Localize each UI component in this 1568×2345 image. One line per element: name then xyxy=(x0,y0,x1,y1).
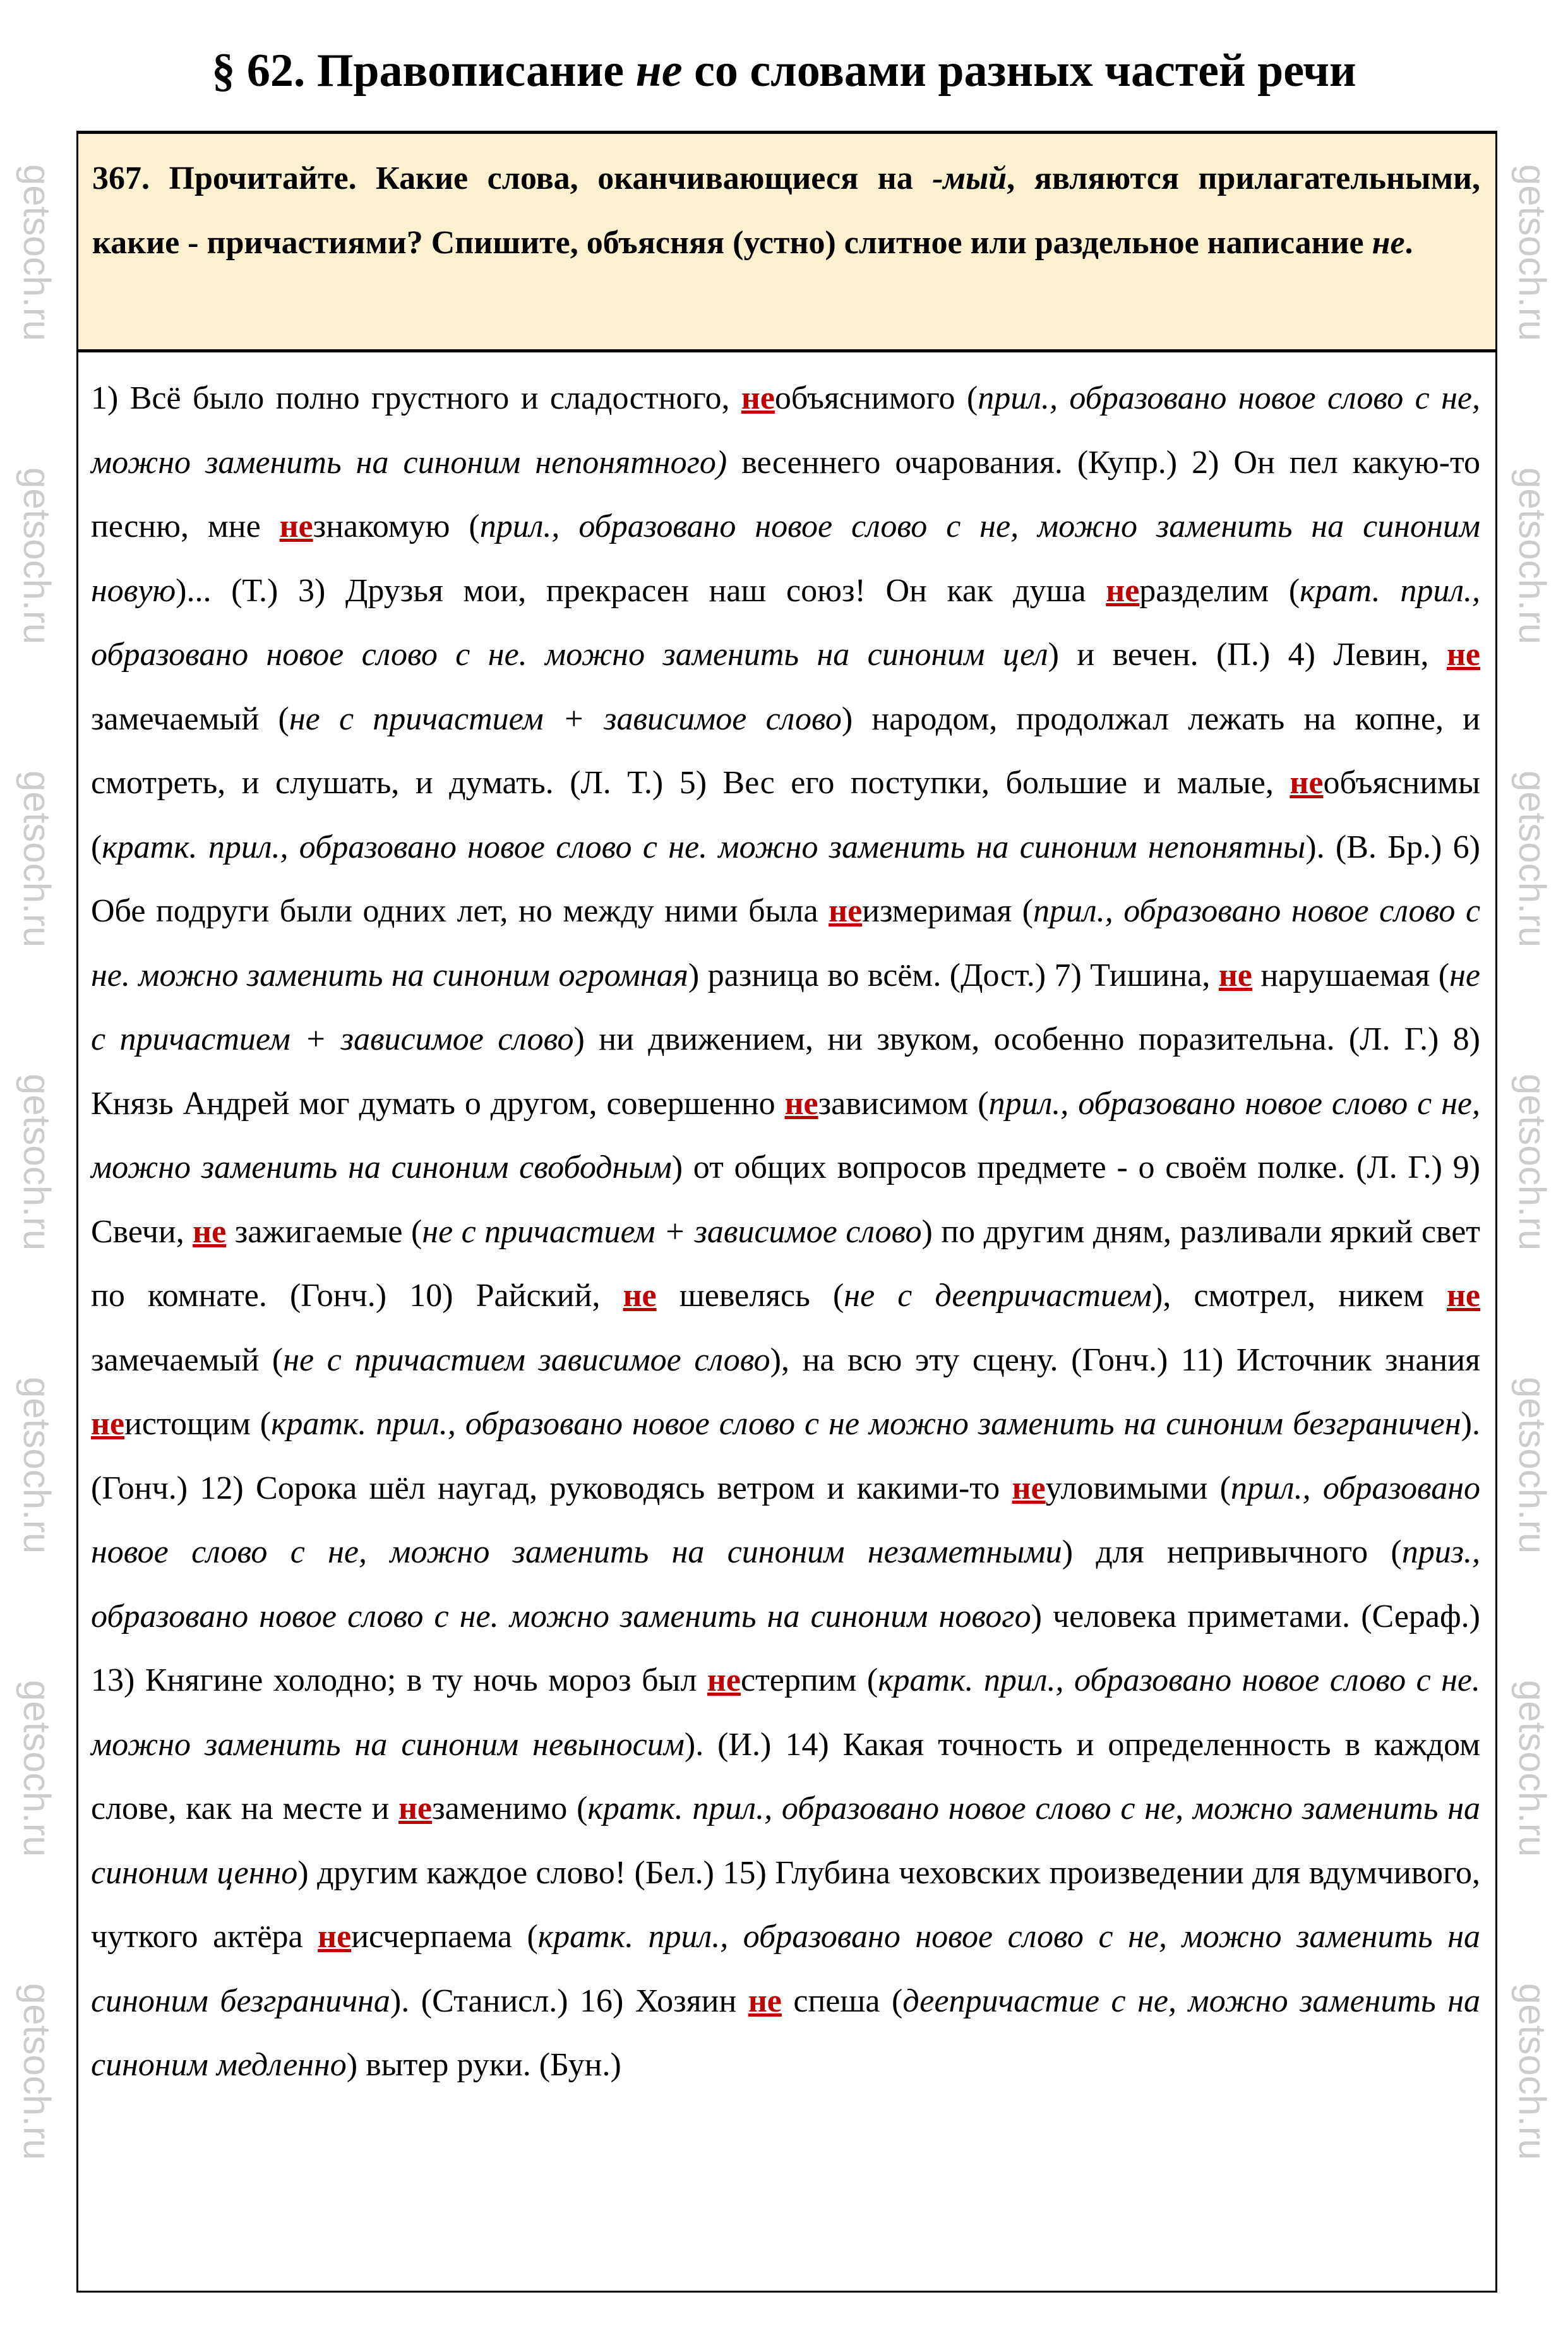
sentence-text: разделим ( xyxy=(1139,572,1300,609)
highlighted-ne: не xyxy=(398,1790,433,1826)
watermark: getsoch.ru xyxy=(1511,1680,1553,1857)
sentence-text: ) и вечен. (П.) 4) Левин, xyxy=(1048,637,1447,673)
task-suffix: . xyxy=(1404,225,1413,261)
watermark: getsoch.ru xyxy=(16,771,58,948)
sentence-text: ) вытер руки. (Бун.) xyxy=(346,2047,621,2083)
sentence-text: )... (Т.) 3) Друзья мои, прекрасен наш союз! Он как душа xyxy=(176,572,1106,609)
sentence-text: ). (И.) 14) Какая точность и определенность в каждом слове, как на месте и xyxy=(91,1726,1480,1826)
sentence-text: ), на всю эту сцену. (Гонч.) 11) Источник знания xyxy=(770,1341,1480,1378)
sentence-text: ) ни движением, ни звуком, особенно поразительна. (Л. Г.) 8) Князь Андрей мог думать о другом, совершенно xyxy=(91,1021,1480,1122)
explanation-text: не с причастием + зависимое слово xyxy=(289,700,842,737)
highlighted-ne: не xyxy=(1012,1470,1046,1506)
sentence-text: ) разница во всём. (Дост.) 7) Тишина, xyxy=(688,957,1219,993)
sentence-text: заменимо ( xyxy=(432,1790,588,1826)
sentence-text: ) другим каждое слово! (Бел.) 15) Глубина чеховских произведении для вдумчивого, чуткого актёра xyxy=(91,1854,1481,1955)
sentence-text: истощим ( xyxy=(124,1406,272,1442)
title-prefix: § 62. Правописание xyxy=(212,45,636,97)
watermark: getsoch.ru xyxy=(1511,1074,1553,1251)
explanation-text: кратк. прил., образовано новое слово с не. можно заменить на синоним невыносим xyxy=(91,1662,1481,1763)
sentence-text: зажигаемые ( xyxy=(226,1213,422,1250)
task-box xyxy=(76,131,1497,352)
sentence-text: исчерпаема ( xyxy=(351,1919,538,1955)
explanation-text: кратк. прил., образовано новое слово с не можно заменить на синоним безграничен xyxy=(271,1406,1461,1442)
highlighted-ne: не xyxy=(318,1919,352,1955)
sentence-text: знакомую ( xyxy=(313,508,480,544)
highlighted-ne: не xyxy=(623,1278,657,1314)
watermark: getsoch.ru xyxy=(1511,1983,1553,2161)
sentence-text: нарушаемая ( xyxy=(1252,957,1450,993)
highlighted-ne: не xyxy=(1106,572,1140,609)
explanation-text: крат. прил., образовано новое слово с не. можно заменить на синоним цел xyxy=(91,572,1481,673)
sentence-text: ). (Гонч.) 12) Сорока шёл наугад, руководясь ветром и какими-то xyxy=(91,1406,1480,1506)
explanation-text: прил., образовано новое слово с не, можно заменить на синоним незаметными xyxy=(91,1470,1480,1570)
highlighted-ne: не xyxy=(707,1662,741,1698)
sentence-text: объяснимого ( xyxy=(774,380,978,416)
sentence-text: измеримая ( xyxy=(862,893,1034,929)
sentence-text: ) по другим дням, разливали яркий свет по комнате. (Гонч.) 10) Райский, xyxy=(91,1213,1480,1314)
watermark: getsoch.ru xyxy=(16,1074,58,1251)
watermark: getsoch.ru xyxy=(16,1680,58,1857)
highlighted-ne: не xyxy=(748,1982,782,2019)
task-prefix: 367. Прочитайте. Какие слова, оканчивающиеся на xyxy=(92,160,933,196)
answer-box xyxy=(76,352,1497,2293)
watermark: getsoch.ru xyxy=(16,164,58,342)
sentence-text: ) народом, продолжал лежать на копне, и смотреть, и слушать, и думать. (Л. Т.) 5) Вес его поступки, большие и малые, xyxy=(91,700,1481,801)
sentence-text: объяснимы ( xyxy=(91,765,1480,865)
explanation-text: деепричастие с не, можно заменить на синоним медленно xyxy=(91,1982,1480,2083)
sentence-text: шевелясь ( xyxy=(656,1278,844,1314)
explanation-text: прил., образовано новое слово с не, можно заменить на синоним новую xyxy=(91,508,1481,609)
sentence-text: ). (В. Бр.) 6) Обе подруги были одних лет, но между ними была xyxy=(91,829,1480,929)
highlighted-ne: не xyxy=(829,893,863,929)
sentence-text: зависимом ( xyxy=(818,1085,989,1122)
task-ending: -мый xyxy=(932,160,1007,196)
explanation-text: не с причастием + зависимое слово xyxy=(422,1213,922,1250)
answer-text xyxy=(78,352,1495,2116)
sentence-text: стерпим ( xyxy=(740,1662,878,1698)
highlighted-ne: не xyxy=(193,1213,227,1250)
sentence-text: замечаемый ( xyxy=(91,1341,284,1378)
sentence-text: весеннего очарования. (Купр.) 2) Он пел какую-то песню, мне xyxy=(91,444,1481,544)
sentence-text: ) для непривычного ( xyxy=(1062,1534,1402,1570)
highlighted-ne: не xyxy=(1290,765,1324,801)
watermark: getsoch.ru xyxy=(1511,467,1553,645)
explanation-text: не с деепричастием xyxy=(844,1278,1152,1314)
sentence-text: ), смотрел, никем xyxy=(1152,1278,1447,1314)
explanation-text: не с причастием зависимое слово xyxy=(283,1341,770,1378)
explanation-text: прил., образовано новое слово с не, можно заменить на синоним свободным xyxy=(91,1085,1480,1185)
highlighted-ne: не xyxy=(741,380,775,416)
watermark: getsoch.ru xyxy=(16,1377,58,1554)
explanation-text: прил., образовано новое слово с не, можно заменить на синоним непонятного) xyxy=(91,380,1480,481)
title-italic: не xyxy=(635,45,683,97)
sentence-text: 1) Всё было полно грустного и сладостного, xyxy=(91,380,741,416)
explanation-text: кратк. прил., образовано новое слово с не, можно заменить на синоним ценно xyxy=(91,1790,1480,1891)
highlighted-ne: не xyxy=(1446,637,1480,673)
sentence-text: спеша ( xyxy=(781,1982,903,2019)
explanation-text: кратк. прил., образовано новое слово с не, можно заменить на синоним безгранична xyxy=(91,1919,1480,2019)
watermark: getsoch.ru xyxy=(1511,771,1553,948)
highlighted-ne: не xyxy=(279,508,313,544)
highlighted-ne: не xyxy=(784,1085,818,1122)
sentence-text: уловимыми ( xyxy=(1045,1470,1231,1506)
explanation-text: не с причастием + зависимое слово xyxy=(91,957,1480,1057)
explanation-text: прил., образовано новое слово с не. можно заменить на синоним огромная xyxy=(91,893,1481,993)
sentence-text: ) от общих вопросов предмете - о своём полке. (Л. Г.) 9) Свечи, xyxy=(91,1149,1480,1250)
explanation-text: кратк. прил., образовано новое слово с не. можно заменить на синоним непонятны xyxy=(102,829,1306,865)
sentence-text: ) человека приметами. (Сераф.) 13) Княгине холодно; в ту ночь мороз был xyxy=(91,1598,1480,1698)
task-ne: не xyxy=(1372,225,1405,261)
highlighted-ne: не xyxy=(1218,957,1252,993)
watermark: getsoch.ru xyxy=(1511,1377,1553,1554)
watermark: getsoch.ru xyxy=(16,1983,58,2161)
sentence-text: ). (Станисл.) 16) Хозяин xyxy=(390,1982,748,2019)
sentence-text: замечаемый ( xyxy=(91,700,289,737)
watermark: getsoch.ru xyxy=(16,467,58,645)
highlighted-ne: не xyxy=(91,1406,125,1442)
watermark: getsoch.ru xyxy=(1511,164,1553,342)
highlighted-ne: не xyxy=(1446,1278,1481,1314)
page-title xyxy=(0,39,1568,131)
task-middle: , являются прилагательными, какие - причастиями? Спишите, объясняя (устно) слитное или раздельное написание xyxy=(92,160,1480,261)
title-suffix: со словами разных частей речи xyxy=(682,45,1356,97)
explanation-text: приз., образовано новое слово с не. можно заменить на синоним нового xyxy=(91,1534,1481,1634)
task-text xyxy=(78,134,1495,288)
